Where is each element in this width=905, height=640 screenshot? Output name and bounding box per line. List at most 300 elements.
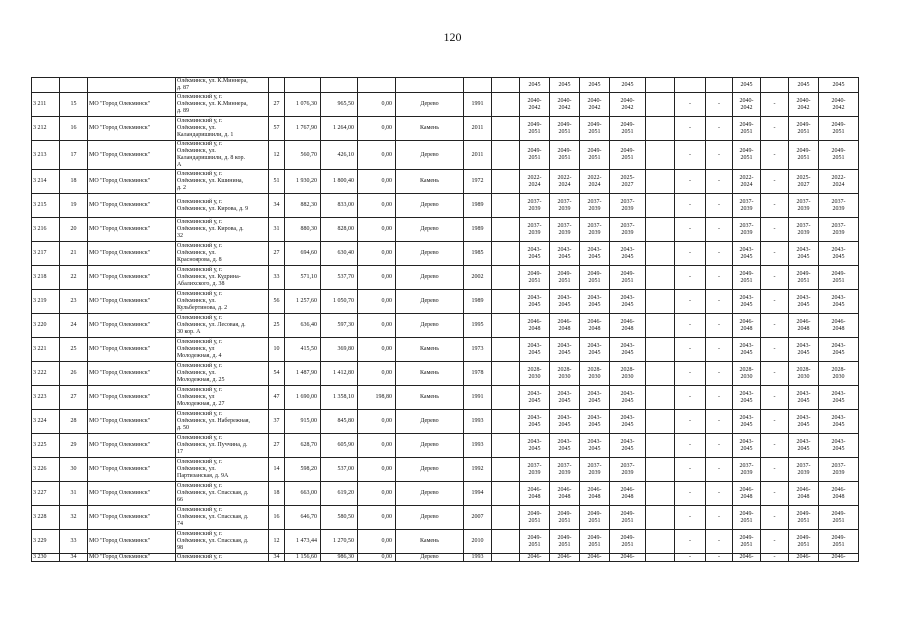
- period-4-cell: 2043- 2045: [610, 410, 646, 434]
- period-6-cell: 2043- 2045: [789, 434, 819, 458]
- row-number-cell: 3 213: [32, 141, 60, 170]
- period-5-cell: 2028- 2030: [733, 362, 761, 386]
- period-7-cell: 2049- 2051: [819, 141, 859, 170]
- period-5-cell: 2043- 2045: [733, 338, 761, 362]
- row-index-cell: 25: [60, 338, 88, 362]
- wall-material-cell: Дерево: [396, 506, 464, 530]
- period-6-cell: 2043- 2045: [789, 410, 819, 434]
- municipality-cell: МО "Город Олекминск": [88, 117, 176, 141]
- spacer-cell-cell: [646, 338, 675, 362]
- area-total-cell: 598,20: [285, 458, 321, 482]
- period-6-cell: 2049- 2051: [789, 530, 819, 554]
- period-6-cell: 2037- 2039: [789, 458, 819, 482]
- dash-2-cell: -: [706, 290, 733, 314]
- period-1-cell: 2043- 2045: [520, 290, 550, 314]
- period-7-cell: 2049- 2051: [819, 506, 859, 530]
- period-7-cell: 2037- 2039: [819, 458, 859, 482]
- period-4-cell: 2046- 2048: [610, 482, 646, 506]
- dash-1-cell: -: [675, 338, 706, 362]
- period-4-cell: 2043- 2045: [610, 242, 646, 266]
- build-year-cell: 1991: [464, 93, 492, 117]
- dash-2-cell: -: [706, 554, 733, 562]
- dash-2-cell: -: [706, 434, 733, 458]
- area-total-cell: 880,30: [285, 218, 321, 242]
- spacer-cell-cell: [492, 314, 520, 338]
- wall-material-cell: Дерево: [396, 410, 464, 434]
- wall-material-cell: Дерево: [396, 482, 464, 506]
- period-4-cell: 2046-: [610, 554, 646, 562]
- address-cell: Олекминский у, г. Олёкминск, ул. Кирова, д. 9: [176, 194, 269, 218]
- dash-2-cell: -: [706, 386, 733, 410]
- dash-1-cell: -: [675, 530, 706, 554]
- area-total-cell: 1 767,90: [285, 117, 321, 141]
- period-4-cell: 2043- 2045: [610, 386, 646, 410]
- table-row: [32, 117, 859, 141]
- municipality-cell: МО "Город Олекминск": [88, 386, 176, 410]
- period-3-cell: 2022- 2024: [580, 170, 610, 194]
- period-2-cell: 2046- 2048: [550, 314, 580, 338]
- period-5-cell: 2049- 2051: [733, 117, 761, 141]
- period-7-cell: 2022- 2024: [819, 170, 859, 194]
- period-6-cell: 2043- 2045: [789, 242, 819, 266]
- table-row: [32, 290, 859, 314]
- build-year-cell: 1978: [464, 362, 492, 386]
- area-living-cell: 597,30: [321, 314, 358, 338]
- area-nonresidential-cell: 0,00: [358, 93, 396, 117]
- wall-material-cell: Камень: [396, 117, 464, 141]
- dash-3-cell: -: [761, 242, 789, 266]
- spacer-cell-cell: [492, 117, 520, 141]
- row-number-cell: 3 215: [32, 194, 60, 218]
- area-nonresidential-cell: 0,00: [358, 506, 396, 530]
- wall-material-cell: Дерево: [396, 434, 464, 458]
- period-2-cell: 2043- 2045: [550, 290, 580, 314]
- address-cell: Олекминский у, г. Олёкминск, ул. Красноярова, д. 8: [176, 242, 269, 266]
- row-index-cell: [60, 78, 88, 93]
- dash-1-cell: -: [675, 554, 706, 562]
- table-row: [32, 141, 859, 170]
- row-index-cell: 30: [60, 458, 88, 482]
- area-total-cell: 1 690,00: [285, 386, 321, 410]
- period-1-cell: 2043- 2045: [520, 410, 550, 434]
- period-6-cell: 2040- 2042: [789, 93, 819, 117]
- dash-3-cell: -: [761, 530, 789, 554]
- period-2-cell: 2037- 2039: [550, 218, 580, 242]
- row-index-cell: 19: [60, 194, 88, 218]
- period-7-cell: 2049- 2051: [819, 266, 859, 290]
- wall-material-cell: Дерево: [396, 194, 464, 218]
- area-living-cell: 630,40: [321, 242, 358, 266]
- wall-material-cell: Дерево: [396, 141, 464, 170]
- period-3-cell: 2043- 2045: [580, 338, 610, 362]
- area-nonresidential-cell: 0,00: [358, 141, 396, 170]
- spacer-cell-cell: [492, 170, 520, 194]
- municipality-cell: МО "Город Олекминск": [88, 242, 176, 266]
- period-7-cell: 2046-: [819, 554, 859, 562]
- wall-material-cell: Камень: [396, 170, 464, 194]
- spacer-cell-cell: [492, 141, 520, 170]
- period-5-cell: 2043- 2045: [733, 434, 761, 458]
- table-row: [32, 218, 859, 242]
- dash-3-cell: -: [761, 506, 789, 530]
- period-3-cell: 2043- 2045: [580, 434, 610, 458]
- period-3-cell: 2028- 2030: [580, 362, 610, 386]
- period-2-cell: 2046-: [550, 554, 580, 562]
- dash-3-cell: -: [761, 117, 789, 141]
- period-6-cell: 2046- 2048: [789, 482, 819, 506]
- build-year-cell: 1994: [464, 482, 492, 506]
- area-nonresidential-cell: 0,00: [358, 218, 396, 242]
- apartments-cell: 12: [269, 141, 285, 170]
- row-index-cell: 24: [60, 314, 88, 338]
- period-1-cell: 2049- 2051: [520, 506, 550, 530]
- apartments-cell: 27: [269, 242, 285, 266]
- spacer-cell-cell: [646, 410, 675, 434]
- dash-3-cell: -: [761, 458, 789, 482]
- dash-3-cell: -: [761, 141, 789, 170]
- period-6-cell: 2037- 2039: [789, 218, 819, 242]
- period-4-cell: 2043- 2045: [610, 290, 646, 314]
- period-6-cell: 2043- 2045: [789, 338, 819, 362]
- area-living-cell: 833,00: [321, 194, 358, 218]
- period-6-cell: 2025- 2027: [789, 170, 819, 194]
- page-number: 120: [443, 30, 462, 44]
- area-living-cell: 1 264,00: [321, 117, 358, 141]
- spacer-cell-cell: [492, 93, 520, 117]
- build-year-cell: 1973: [464, 338, 492, 362]
- table-row: [32, 458, 859, 482]
- row-number-cell: 3 230: [32, 554, 60, 562]
- period-1-cell: 2043- 2045: [520, 338, 550, 362]
- municipality-cell: [88, 78, 176, 93]
- row-number-cell: 3 219: [32, 290, 60, 314]
- row-index-cell: 23: [60, 290, 88, 314]
- dash-2-cell: -: [706, 141, 733, 170]
- row-number-cell: 3 221: [32, 338, 60, 362]
- dash-1-cell: -: [675, 386, 706, 410]
- dash-1-cell: -: [675, 434, 706, 458]
- dash-2-cell: -: [706, 218, 733, 242]
- spacer-cell-cell: [492, 506, 520, 530]
- period-7-cell: 2046- 2048: [819, 314, 859, 338]
- period-3-cell: 2037- 2039: [580, 218, 610, 242]
- period-6-cell: 2037- 2039: [789, 194, 819, 218]
- area-living-cell: 1 800,40: [321, 170, 358, 194]
- row-number-cell: 3 214: [32, 170, 60, 194]
- dash-2-cell: -: [706, 458, 733, 482]
- period-2-cell: 2049- 2051: [550, 141, 580, 170]
- spacer-cell-cell: [646, 141, 675, 170]
- area-living-cell: 369,80: [321, 338, 358, 362]
- row-number-cell: [32, 78, 60, 93]
- address-cell: Олекминский у, г. Олёкминск, ул. Кирова, д. 32: [176, 218, 269, 242]
- period-3-cell: 2046- 2048: [580, 482, 610, 506]
- period-7-cell: 2049- 2051: [819, 530, 859, 554]
- period-6-cell: 2049- 2051: [789, 141, 819, 170]
- table-row: [32, 266, 859, 290]
- spacer-cell-cell: [492, 290, 520, 314]
- dash-3-cell: [761, 78, 789, 93]
- period-4-cell: 2025- 2027: [610, 170, 646, 194]
- dash-2-cell: -: [706, 362, 733, 386]
- build-year-cell: 1972: [464, 170, 492, 194]
- table-row: [32, 530, 859, 554]
- row-index-cell: 29: [60, 434, 88, 458]
- address-cell: Олекминский у, г. Олёкминск, ул. Кудрина- Абалихского, д. 38: [176, 266, 269, 290]
- apartments-cell: 34: [269, 194, 285, 218]
- spacer-cell-cell: [492, 78, 520, 93]
- area-total-cell: [285, 78, 321, 93]
- area-living-cell: 828,00: [321, 218, 358, 242]
- period-4-cell: 2040- 2042: [610, 93, 646, 117]
- period-4-cell: 2028- 2030: [610, 362, 646, 386]
- address-cell: Олекминский у, г. Олёкминск, ул. Спасская, д. 66: [176, 482, 269, 506]
- address-cell: Олекминский у, г. Олёкминск, ул. Спасская, д. 98: [176, 530, 269, 554]
- build-year-cell: 1993: [464, 554, 492, 562]
- period-6-cell: 2028- 2030: [789, 362, 819, 386]
- row-index-cell: 16: [60, 117, 88, 141]
- spacer-cell-cell: [646, 434, 675, 458]
- dash-2-cell: -: [706, 410, 733, 434]
- period-2-cell: 2037- 2039: [550, 458, 580, 482]
- period-7-cell: 2049- 2051: [819, 117, 859, 141]
- area-living-cell: 1 050,70: [321, 290, 358, 314]
- table-row: [32, 554, 859, 562]
- spacer-cell-cell: [492, 554, 520, 562]
- municipality-cell: МО "Город Олекминск": [88, 554, 176, 562]
- period-1-cell: 2046- 2048: [520, 482, 550, 506]
- dash-3-cell: -: [761, 554, 789, 562]
- apartments-cell: 12: [269, 530, 285, 554]
- spacer-cell-cell: [646, 362, 675, 386]
- apartments-cell: 57: [269, 117, 285, 141]
- address-cell: Олекминский у, г. Олёкминск, ул. Кшинина, д. 2: [176, 170, 269, 194]
- municipality-cell: МО "Город Олекминск": [88, 93, 176, 117]
- period-2-cell: 2043- 2045: [550, 386, 580, 410]
- area-living-cell: 605,90: [321, 434, 358, 458]
- build-year-cell: 2002: [464, 266, 492, 290]
- period-7-cell: 2040- 2042: [819, 93, 859, 117]
- address-cell: Олёкминск, ул. К.Миннера, д. 87: [176, 78, 269, 93]
- period-6-cell: 2049- 2051: [789, 266, 819, 290]
- area-nonresidential-cell: 198,80: [358, 386, 396, 410]
- period-4-cell: 2037- 2039: [610, 458, 646, 482]
- dash-1-cell: -: [675, 266, 706, 290]
- period-7-cell: 2045: [819, 78, 859, 93]
- period-7-cell: 2043- 2045: [819, 410, 859, 434]
- period-4-cell: 2049- 2051: [610, 266, 646, 290]
- spacer-cell-cell: [646, 290, 675, 314]
- apartments-cell: 34: [269, 554, 285, 562]
- period-7-cell: 2028- 2030: [819, 362, 859, 386]
- row-number-cell: 3 228: [32, 506, 60, 530]
- row-number-cell: 3 216: [32, 218, 60, 242]
- period-5-cell: 2037- 2039: [733, 458, 761, 482]
- apartments-cell: 51: [269, 170, 285, 194]
- period-3-cell: 2037- 2039: [580, 194, 610, 218]
- wall-material-cell: Дерево: [396, 290, 464, 314]
- row-number-cell: 3 218: [32, 266, 60, 290]
- area-nonresidential-cell: 0,00: [358, 554, 396, 562]
- dash-3-cell: -: [761, 290, 789, 314]
- area-total-cell: 663,00: [285, 482, 321, 506]
- area-nonresidential-cell: 0,00: [358, 362, 396, 386]
- area-nonresidential-cell: 0,00: [358, 410, 396, 434]
- apartments-cell: 31: [269, 218, 285, 242]
- municipality-cell: МО "Город Олекминск": [88, 338, 176, 362]
- dash-2-cell: -: [706, 482, 733, 506]
- area-total-cell: 882,30: [285, 194, 321, 218]
- dash-2-cell: -: [706, 266, 733, 290]
- dash-2-cell: -: [706, 170, 733, 194]
- area-living-cell: 619,20: [321, 482, 358, 506]
- build-year-cell: 1995: [464, 314, 492, 338]
- address-cell: Олекминский у, г. Олёкминск, ул. Партизанская, д. 9А: [176, 458, 269, 482]
- period-1-cell: 2049- 2051: [520, 530, 550, 554]
- spacer-cell-cell: [646, 218, 675, 242]
- period-3-cell: 2043- 2045: [580, 410, 610, 434]
- dash-2-cell: -: [706, 242, 733, 266]
- period-3-cell: 2049- 2051: [580, 506, 610, 530]
- period-3-cell: 2049- 2051: [580, 141, 610, 170]
- row-number-cell: 3 223: [32, 386, 60, 410]
- spacer-cell-cell: [492, 338, 520, 362]
- period-4-cell: 2043- 2045: [610, 338, 646, 362]
- address-cell: Олекминский у, г. Олёкминск, ул. Лесовая, д. 30 кор. А: [176, 314, 269, 338]
- period-4-cell: 2049- 2051: [610, 117, 646, 141]
- address-cell: Олекминский у, г. Олёкминск, ул. Каландаришвили, д. 8 кор. А: [176, 141, 269, 170]
- housing-register-table: [31, 77, 859, 562]
- spacer-cell-cell: [646, 78, 675, 93]
- apartments-cell: 47: [269, 386, 285, 410]
- area-total-cell: 915,00: [285, 410, 321, 434]
- apartments-cell: 33: [269, 266, 285, 290]
- build-year-cell: 2011: [464, 117, 492, 141]
- area-living-cell: 1 358,10: [321, 386, 358, 410]
- spacer-cell-cell: [492, 530, 520, 554]
- row-number-cell: 3 220: [32, 314, 60, 338]
- period-5-cell: 2043- 2045: [733, 410, 761, 434]
- dash-2-cell: [706, 78, 733, 93]
- wall-material-cell: Дерево: [396, 242, 464, 266]
- period-2-cell: 2046- 2048: [550, 482, 580, 506]
- spacer-cell-cell: [492, 362, 520, 386]
- dash-3-cell: -: [761, 218, 789, 242]
- address-cell: Олекминский у, г. Олёкминск, ул. Молодежная, д. 25: [176, 362, 269, 386]
- period-1-cell: 2037- 2039: [520, 458, 550, 482]
- row-index-cell: 31: [60, 482, 88, 506]
- spacer-cell-cell: [646, 314, 675, 338]
- spacer-cell-cell: [646, 242, 675, 266]
- spacer-cell-cell: [492, 386, 520, 410]
- period-5-cell: 2045: [733, 78, 761, 93]
- area-nonresidential-cell: [358, 78, 396, 93]
- area-living-cell: 1 270,50: [321, 530, 358, 554]
- dash-1-cell: -: [675, 290, 706, 314]
- period-5-cell: 2040- 2042: [733, 93, 761, 117]
- period-4-cell: 2037- 2039: [610, 194, 646, 218]
- build-year-cell: 1992: [464, 458, 492, 482]
- address-cell: Олекминский у, г. Олёкминск, ул. Каландаришвили, д. 1: [176, 117, 269, 141]
- municipality-cell: МО "Город Олекминск": [88, 141, 176, 170]
- municipality-cell: МО "Город Олекминск": [88, 218, 176, 242]
- municipality-cell: МО "Город Олекминск": [88, 170, 176, 194]
- build-year-cell: 1989: [464, 290, 492, 314]
- period-7-cell: 2043- 2045: [819, 290, 859, 314]
- spacer-cell-cell: [492, 194, 520, 218]
- wall-material-cell: Дерево: [396, 314, 464, 338]
- table-row: [32, 362, 859, 386]
- period-5-cell: 2049- 2051: [733, 266, 761, 290]
- build-year-cell: 2007: [464, 506, 492, 530]
- spacer-cell-cell: [492, 458, 520, 482]
- area-nonresidential-cell: 0,00: [358, 434, 396, 458]
- municipality-cell: МО "Город Олекминск": [88, 506, 176, 530]
- apartments-cell: [269, 78, 285, 93]
- period-5-cell: 2049- 2051: [733, 530, 761, 554]
- address-cell: Олекминский у, г. Олёкминск, ул Молодежная, д. 4: [176, 338, 269, 362]
- period-3-cell: 2043- 2045: [580, 290, 610, 314]
- wall-material-cell: Камень: [396, 386, 464, 410]
- dash-3-cell: -: [761, 386, 789, 410]
- period-4-cell: 2049- 2051: [610, 530, 646, 554]
- area-total-cell: 628,70: [285, 434, 321, 458]
- dash-3-cell: -: [761, 194, 789, 218]
- dash-3-cell: -: [761, 434, 789, 458]
- area-total-cell: 1 473,44: [285, 530, 321, 554]
- row-number-cell: 3 212: [32, 117, 60, 141]
- period-7-cell: 2043- 2045: [819, 386, 859, 410]
- area-nonresidential-cell: 0,00: [358, 194, 396, 218]
- period-3-cell: 2043- 2045: [580, 242, 610, 266]
- period-2-cell: 2043- 2045: [550, 410, 580, 434]
- period-3-cell: 2049- 2051: [580, 530, 610, 554]
- dash-3-cell: -: [761, 314, 789, 338]
- apartments-cell: 16: [269, 506, 285, 530]
- period-6-cell: 2049- 2051: [789, 117, 819, 141]
- spacer-cell-cell: [646, 554, 675, 562]
- period-3-cell: 2037- 2039: [580, 458, 610, 482]
- address-cell: Олекминский у, г. Олёкминск, ул. Кульбертинова, д. 2: [176, 290, 269, 314]
- area-living-cell: 986,30: [321, 554, 358, 562]
- period-2-cell: 2022- 2024: [550, 170, 580, 194]
- period-4-cell: 2037- 2039: [610, 218, 646, 242]
- area-total-cell: 1 487,90: [285, 362, 321, 386]
- period-1-cell: 2040- 2042: [520, 93, 550, 117]
- apartments-cell: 56: [269, 290, 285, 314]
- period-6-cell: 2043- 2045: [789, 386, 819, 410]
- dash-2-cell: -: [706, 506, 733, 530]
- period-4-cell: 2046- 2048: [610, 314, 646, 338]
- wall-material-cell: Камень: [396, 530, 464, 554]
- table-row: [32, 506, 859, 530]
- period-2-cell: 2045: [550, 78, 580, 93]
- dash-3-cell: -: [761, 362, 789, 386]
- period-6-cell: 2046-: [789, 554, 819, 562]
- row-number-cell: 3 226: [32, 458, 60, 482]
- period-4-cell: 2049- 2051: [610, 506, 646, 530]
- dash-3-cell: -: [761, 338, 789, 362]
- municipality-cell: МО "Город Олекминск": [88, 434, 176, 458]
- period-3-cell: 2040- 2042: [580, 93, 610, 117]
- municipality-cell: МО "Город Олекминск": [88, 194, 176, 218]
- period-7-cell: 2043- 2045: [819, 242, 859, 266]
- period-5-cell: 2043- 2045: [733, 290, 761, 314]
- period-5-cell: 2022- 2024: [733, 170, 761, 194]
- address-cell: Олекминский у, г. Олёкминск, ул Молодежная, д. 27: [176, 386, 269, 410]
- spacer-cell-cell: [646, 530, 675, 554]
- period-7-cell: 2043- 2045: [819, 434, 859, 458]
